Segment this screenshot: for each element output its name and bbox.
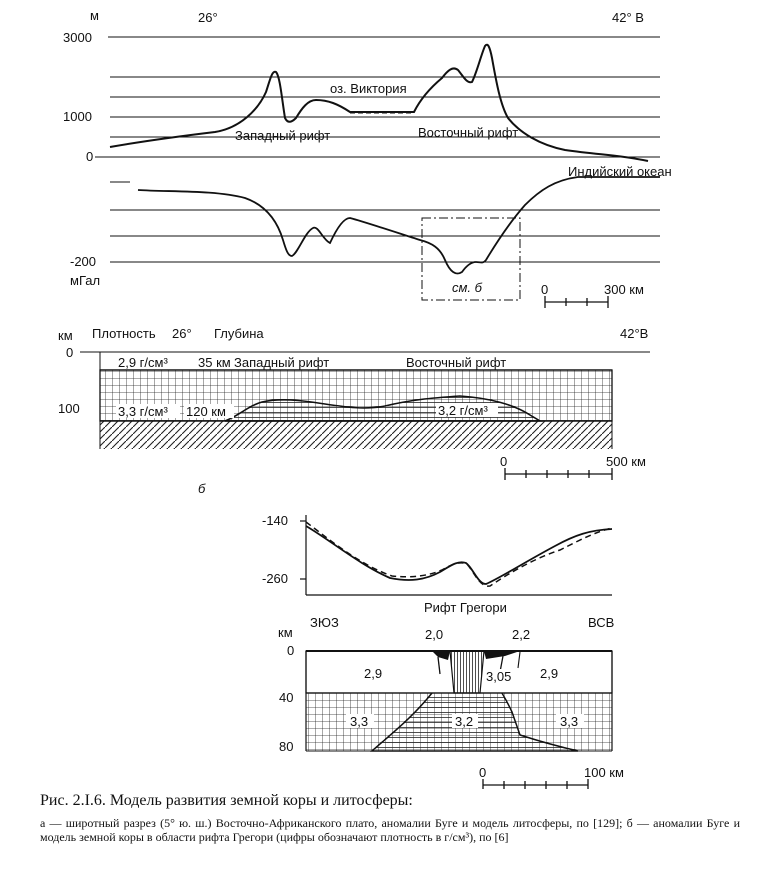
panel-a-topography	[63, 8, 660, 164]
panel-b-letter: б	[198, 481, 206, 496]
scale-a-300: 300 км	[604, 282, 644, 297]
lake-victoria-label: оз. Виктория	[330, 81, 407, 96]
gravity-gridlines	[110, 182, 660, 262]
b-density-33-right: 3,3	[560, 714, 579, 729]
lake-victoria-surface	[350, 113, 414, 117]
scale-b-zero: 0	[479, 765, 487, 780]
west-rift-label: Западный рифт	[235, 128, 331, 143]
model-depth-0: 0	[66, 345, 74, 360]
litho-density-label: 3,3 г/см³	[118, 404, 168, 419]
panel-a-gravity	[70, 164, 672, 308]
elev-tick-1000: 1000	[63, 109, 92, 124]
density-header: Плотность	[92, 326, 156, 341]
scale-model-500: 500 км	[606, 454, 646, 469]
crust-density-label: 2,9 г/см³	[118, 355, 168, 370]
b-rift-graben	[450, 651, 484, 693]
longitude-right: 42° В	[612, 10, 644, 25]
gravity-unit: мГал	[70, 273, 101, 288]
model-longitude-right: 42°В	[620, 326, 649, 341]
b-density-22: 2,2	[512, 627, 531, 642]
b-left-direction: ЗЮЗ	[310, 615, 339, 630]
b-model-anomaly	[306, 522, 612, 586]
b-depth-unit: км	[278, 625, 293, 640]
b-grav-tick-140: -140	[262, 513, 289, 528]
depth-header: Глубина	[214, 326, 264, 341]
b-grav-tick-260: -260	[262, 571, 289, 586]
asth-density-label: 3,2 г/см³	[438, 403, 488, 418]
east-rift-label: Восточный рифт	[418, 125, 519, 140]
panel-a-lithosphere-model	[58, 326, 650, 480]
panel-a-scalebar	[545, 296, 608, 308]
topo-gridlines	[95, 37, 660, 157]
b-scalebar	[483, 779, 588, 789]
b-density-32: 3,2	[455, 714, 474, 729]
elev-tick-3000: 3000	[63, 30, 92, 45]
litho-depth-label: 120 км	[186, 404, 226, 419]
b-depth-40: 40	[279, 690, 294, 705]
asthenosphere-hatch	[100, 421, 612, 449]
panel-b-crust-model	[278, 615, 624, 789]
elevation-unit: м	[90, 8, 99, 23]
panel-b-gravity	[198, 481, 612, 615]
scale-a-zero: 0	[541, 282, 549, 297]
model-west-rift-label: Западный рифт	[234, 355, 330, 370]
longitude-left: 26°	[198, 10, 218, 25]
gravity-tick-minus200: -200	[70, 254, 97, 269]
figure-caption	[40, 792, 740, 844]
b-density-20: 2,0	[425, 627, 444, 642]
b-density-29-right: 2,9	[540, 666, 559, 681]
topography-profile	[110, 45, 648, 161]
crust-depth-label: 35 км	[198, 355, 231, 370]
scale-b-100: 100 км	[584, 765, 624, 780]
b-density-305: 3,05	[486, 669, 512, 684]
elev-tick-0: 0	[86, 149, 94, 164]
model-depth-100: 100	[58, 401, 80, 416]
model-depth-unit: км	[58, 328, 73, 343]
model-longitude-left: 26°	[172, 326, 192, 341]
b-density-33-left: 3,3	[350, 714, 369, 729]
b-depth-80: 80	[279, 739, 294, 754]
rift-name-label: Рифт Грегори	[424, 600, 507, 615]
model-east-rift-label: Восточный рифт	[406, 355, 507, 370]
see-b-label: см. б	[452, 280, 482, 295]
b-density-29-left: 2,9	[364, 666, 383, 681]
b-observed-anomaly	[306, 526, 612, 584]
caption-body: а — широтный разрез (5° ю. ш.) Восточно-Африканского плато, аномалии Буге и модель литосферы, по [129]; б — аномалии Буге и модель земной коры в области рифта Грегори (цифры обозначают плотность в г/см³), по [6]	[40, 816, 740, 844]
scale-model-zero: 0	[500, 454, 508, 469]
b-right-direction: ВСВ	[588, 615, 615, 630]
b-depth-0: 0	[287, 643, 295, 658]
caption-title: Рис. 2.I.6. Модель развития земной коры и литосферы:	[40, 792, 413, 809]
bouguer-anomaly-profile	[138, 177, 660, 274]
indian-ocean-label: Индийский океан	[568, 164, 672, 179]
model-scalebar	[505, 468, 612, 480]
